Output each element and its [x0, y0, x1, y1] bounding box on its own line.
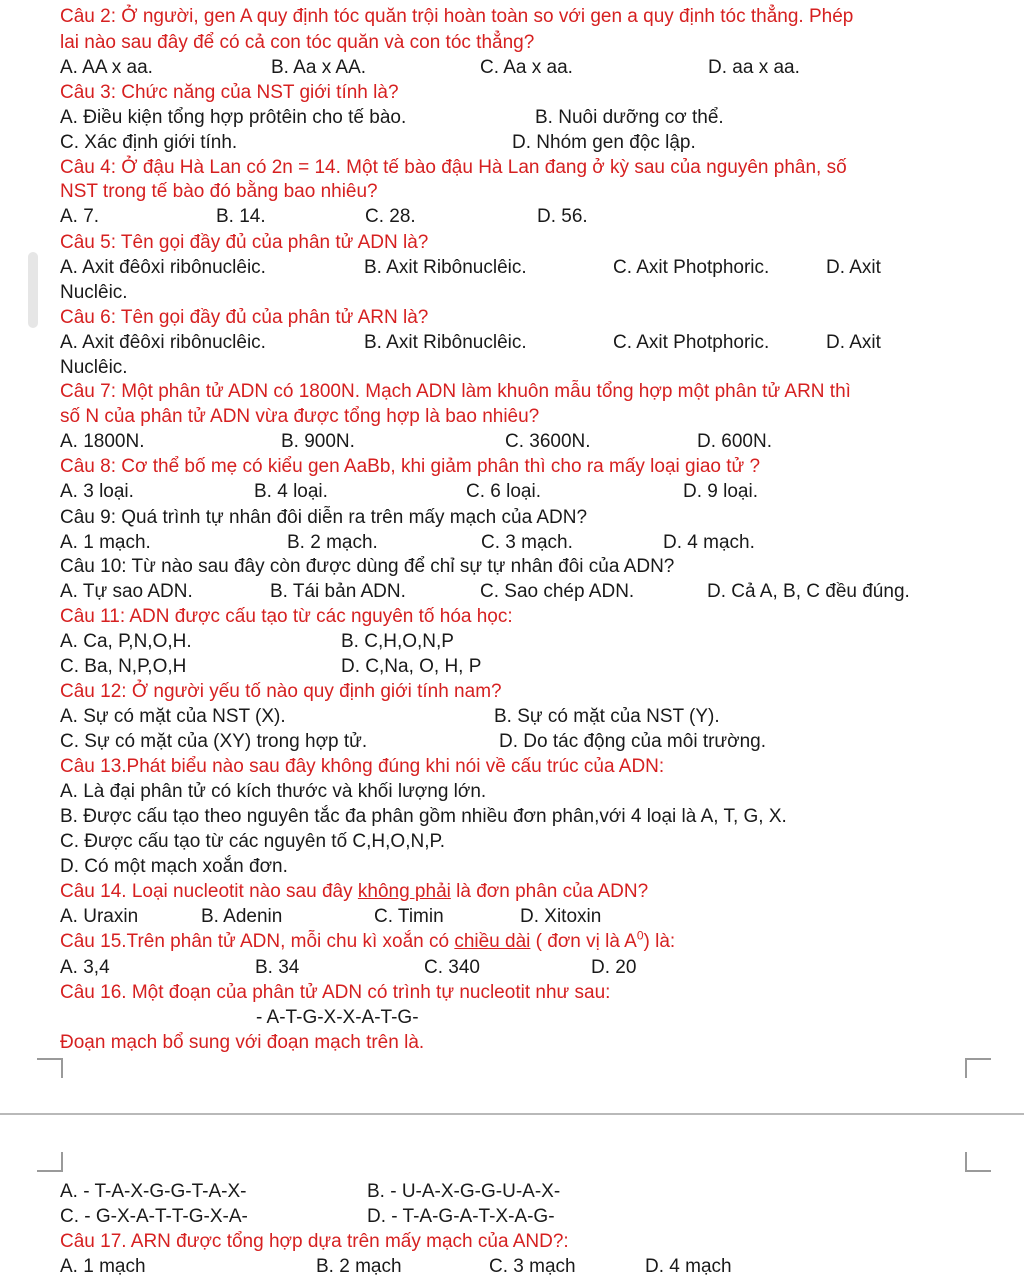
question-7-title-line2: số N của phân tử ADN vừa được tổng hợp là bao nhiêu? — [60, 406, 540, 427]
q8-option-c: C. 6 loại. — [466, 481, 541, 502]
q6-option-d-cont: Nuclêic. — [60, 357, 128, 378]
q16-option-c: C. - G-X-A-T-T-G-X-A- — [60, 1206, 248, 1227]
q2-option-a: A. AA x aa. — [60, 57, 153, 78]
q8-option-a: A. 3 loại. — [60, 481, 134, 502]
q5-option-d: D. Axit — [826, 257, 881, 278]
q6-option-a: A. Axit đêôxi ribônuclêic. — [60, 332, 266, 353]
q11-option-d: D. C,Na, O, H, P — [341, 656, 482, 677]
q15-title-underlined: chiều dài — [454, 931, 531, 952]
q3-option-d: D. Nhóm gen độc lập. — [512, 132, 696, 153]
q7-option-a: A. 1800N. — [60, 431, 145, 452]
q3-option-c: C. Xác định giới tính. — [60, 132, 238, 153]
q13-option-d: D. Có một mạch xoắn đơn. — [60, 856, 288, 877]
q7-option-b: B. 900N. — [281, 431, 355, 452]
q16-option-b: B. - U-A-X-G-G-U-A-X- — [367, 1181, 561, 1202]
q7-option-d: D. 600N. — [697, 431, 772, 452]
q6-option-c: C. Axit Photphoric. — [613, 332, 770, 353]
q12-option-d: D. Do tác động của môi trường. — [499, 731, 767, 752]
question-14-title — [60, 880, 648, 904]
question-9-title: Câu 9: Quá trình tự nhân đôi diễn ra trên mấy mạch của ADN? — [60, 507, 588, 528]
question-15-title — [60, 930, 675, 954]
q13-option-b: B. Được cấu tạo theo nguyên tắc đa phân gồm nhiều đơn phân,với 4 loại là A, T, G, X. — [60, 806, 787, 827]
q17-option-d: D. 4 mạch — [645, 1256, 732, 1277]
question-3-title: Câu 3: Chức năng của NST giới tính là? — [60, 82, 399, 103]
q14-title-post: là đơn phân của ADN? — [450, 881, 649, 902]
q4-option-c: C. 28. — [365, 206, 416, 227]
question-4-title-line2: NST trong tế bào đó bằng bao nhiêu? — [60, 181, 378, 202]
question-6-title: Câu 6: Tên gọi đầy đủ của phân tử ARN là? — [60, 307, 429, 328]
question-8-title: Câu 8: Cơ thể bố mẹ có kiểu gen AaBb, khi giảm phân thì cho ra mấy loại giao tử ? — [60, 456, 761, 477]
q15-title-pre: Câu 15.Trên phân tử ADN, mỗi chu kì xoắn có — [60, 931, 455, 952]
q15-option-c: C. 340 — [424, 957, 480, 978]
q7-option-c: C. 3600N. — [505, 431, 591, 452]
q15-title-superscript: 0 — [636, 928, 644, 943]
q14-title-underlined: không phải — [357, 881, 451, 902]
question-11-title: Câu 11: ADN được cấu tạo từ các nguyên tố hóa học: — [60, 606, 513, 627]
q2-option-d: D. aa x aa. — [708, 57, 800, 78]
q5-option-b: B. Axit Ribônuclêic. — [364, 257, 527, 278]
q9-option-c: C. 3 mạch. — [481, 532, 573, 553]
q16-option-a: A. - T-A-X-G-G-T-A-X- — [60, 1181, 247, 1202]
q11-option-b: B. C,H,O,N,P — [341, 631, 454, 652]
q4-option-d: D. 56. — [537, 206, 588, 227]
question-5-title: Câu 5: Tên gọi đầy đủ của phân tử ADN là? — [60, 232, 429, 253]
q2-option-c: C. Aa x aa. — [480, 57, 573, 78]
q11-option-c: C. Ba, N,P,O,H — [60, 656, 187, 677]
page-break-line — [0, 1113, 1024, 1115]
question-7-title-line1: Câu 7: Một phân tử ADN có 1800N. Mạch ADN làm khuôn mẫu tổng hợp một phân tử ARN thì — [60, 381, 851, 402]
q17-option-a: A. 1 mạch — [60, 1256, 146, 1277]
q11-option-a: A. Ca, P,N,O,H. — [60, 631, 192, 652]
q9-option-b: B. 2 mạch. — [287, 532, 378, 553]
q14-title-pre: Câu 14. Loại nucleotit nào sau đây — [60, 881, 358, 902]
q12-option-a: A. Sự có mặt của NST (X). — [60, 706, 286, 727]
q10-option-b: B. Tái bản ADN. — [270, 581, 406, 602]
question-2-title-line2: lai nào sau đây để có cả con tóc quăn và con tóc thẳng? — [60, 32, 535, 53]
q4-option-a: A. 7. — [60, 206, 100, 227]
q10-option-d: D. Cả A, B, C đều đúng. — [707, 581, 910, 602]
q14-option-b: B. Adenin — [201, 906, 283, 927]
question-2-title-line1: Câu 2: Ở người, gen A quy định tóc quăn trội hoàn toàn so với gen a quy định tóc thẳng. Phép — [60, 6, 854, 27]
q9-option-a: A. 1 mạch. — [60, 532, 151, 553]
q15-option-a: A. 3,4 — [60, 957, 110, 978]
q12-option-b: B. Sự có mặt của NST (Y). — [494, 706, 720, 727]
question-4-title-line1: Câu 4: Ở đậu Hà Lan có 2n = 14. Một tế bào đậu Hà Lan đang ở kỳ sau của nguyên phân, số — [60, 157, 847, 178]
q3-option-b: B. Nuôi dưỡng cơ thể. — [535, 107, 724, 128]
page-corner-bottom-left — [37, 1152, 63, 1172]
page-corner-top-left — [37, 1058, 63, 1078]
q5-option-d-cont: Nuclêic. — [60, 282, 128, 303]
q10-option-c: C. Sao chép ADN. — [480, 581, 635, 602]
q17-option-b: B. 2 mạch — [316, 1256, 402, 1277]
q10-option-a: A. Tự sao ADN. — [60, 581, 193, 602]
q9-option-d: D. 4 mạch. — [663, 532, 755, 553]
q2-option-b: B. Aa x AA. — [271, 57, 367, 78]
q4-option-b: B. 14. — [216, 206, 266, 227]
question-16-subtitle: Đoạn mạch bổ sung với đoạn mạch trên là. — [60, 1032, 425, 1053]
q14-option-c: C. Timin — [374, 906, 444, 927]
q15-title-mid: ( đơn vị là A — [530, 931, 637, 952]
q17-option-c: C. 3 mạch — [489, 1256, 576, 1277]
question-12-title: Câu 12: Ở người yếu tố nào quy định giới tính nam? — [60, 681, 502, 702]
q8-option-b: B. 4 loại. — [254, 481, 328, 502]
q14-option-a: A. Uraxin — [60, 906, 139, 927]
q14-option-d: D. Xitoxin — [520, 906, 602, 927]
q5-option-a: A. Axit đêôxi ribônuclêic. — [60, 257, 266, 278]
q5-option-c: C. Axit Photphoric. — [613, 257, 770, 278]
scroll-indicator[interactable] — [28, 252, 38, 328]
q15-option-d: D. 20 — [591, 957, 637, 978]
question-13-title: Câu 13.Phát biểu nào sau đây không đúng khi nói về cấu trúc của ADN: — [60, 756, 665, 777]
q3-option-a: A. Điều kiện tổng hợp prôtêin cho tế bào. — [60, 107, 407, 128]
q8-option-d: D. 9 loại. — [683, 481, 758, 502]
q16-option-d: D. - T-A-G-A-T-X-A-G- — [367, 1206, 555, 1227]
question-17-title: Câu 17. ARN được tổng hợp dựa trên mấy mạch của AND?: — [60, 1231, 569, 1252]
q6-option-b: B. Axit Ribônuclêic. — [364, 332, 527, 353]
q6-option-d: D. Axit — [826, 332, 881, 353]
q15-title-post: ) là: — [643, 931, 676, 952]
question-16-title: Câu 16. Một đoạn của phân tử ADN có trình tự nucleotit như sau: — [60, 982, 611, 1003]
question-10-title: Câu 10: Từ nào sau đây còn được dùng để chỉ sự tự nhân đôi của ADN? — [60, 556, 675, 577]
q15-option-b: B. 34 — [255, 957, 300, 978]
q13-option-c: C. Được cấu tạo từ các nguyên tố C,H,O,N,P. — [60, 831, 445, 852]
page-corner-bottom-right — [965, 1152, 991, 1172]
page-corner-top-right — [965, 1058, 991, 1078]
q12-option-c: C. Sự có mặt của (XY) trong hợp tử. — [60, 731, 368, 752]
q16-sequence: - A-T-G-X-X-A-T-G- — [256, 1007, 419, 1028]
q13-option-a: A. Là đại phân tử có kích thước và khối lượng lớn. — [60, 781, 487, 802]
